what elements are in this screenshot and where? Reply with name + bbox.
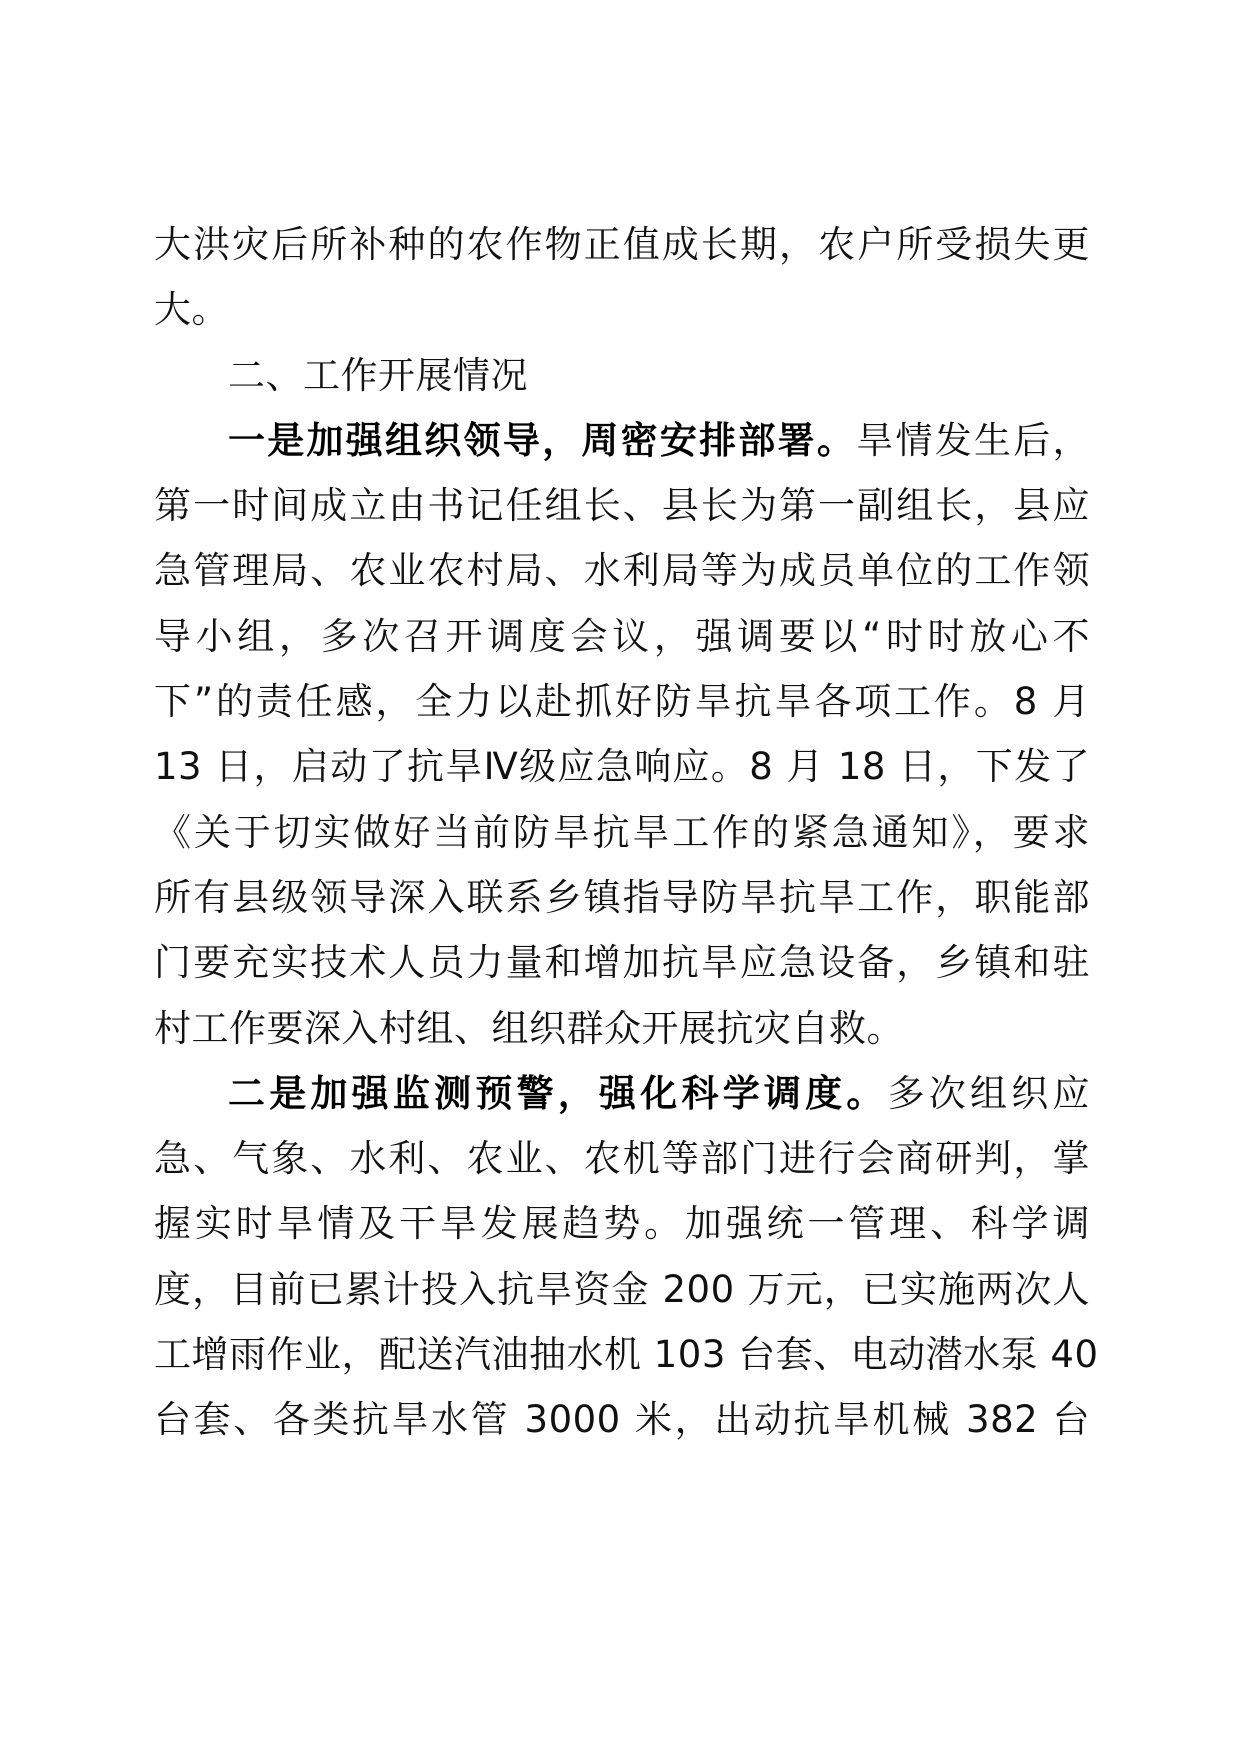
- text-line: 13 日，启动了抗旱Ⅳ级应急响应。8 月 18 日，下发了: [154, 745, 1090, 789]
- text-line: 大。: [154, 288, 229, 332]
- text-line: 门要充实技术人员力量和增加抗旱应急设备，乡镇和驻: [154, 941, 1090, 985]
- text-line: 台套、各类抗旱水管 3000 米，出动抗旱机械 382 台: [154, 1398, 1090, 1442]
- text-line: 所有县级领导深入联系乡镇指导防旱抗旱工作，职能部: [154, 875, 1090, 919]
- text-line: 急管理局、农业农村局、水利局等为成员单位的工作领: [154, 549, 1090, 593]
- paragraph-1-first-rest: 旱情发生后，: [856, 418, 1091, 462]
- text-line: 导小组，多次召开调度会议，强调要以“时时放心不: [154, 614, 1090, 658]
- text-line: 《关于切实做好当前防旱抗旱工作的紧急通知》，要求: [154, 810, 1090, 854]
- text-line: 工增雨作业，配送汽油抽水机 103 台套、电动潜水泵 40: [154, 1333, 1099, 1377]
- text-line: 大洪灾后所补种的农作物正值成长期，农户所受损失更: [154, 223, 1090, 266]
- intro-paragraph: [154, 212, 1090, 343]
- text-line: 握实时旱情及干旱发展趋势。加强统一管理、科学调: [154, 1202, 1090, 1246]
- paragraph-2-lead: 二是加强监测预警，强化科学调度。: [228, 1071, 888, 1115]
- paragraph-1-lead: 一是加强组织领导，周密安排部署。: [228, 418, 857, 462]
- paragraph-1-first-line: [154, 408, 1090, 473]
- paragraph-1: [154, 408, 1090, 1061]
- paragraph-2-first-line: [154, 1061, 1090, 1126]
- text-line: 度，目前已累计投入抗旱资金 200 万元，已实施两次人: [154, 1267, 1090, 1311]
- section-heading: 二、工作开展情况: [228, 353, 528, 397]
- paragraph-2: [154, 1061, 1099, 1453]
- paragraph-2-first-rest: 多次组织应: [887, 1071, 1091, 1115]
- document-body: [154, 212, 1099, 1453]
- text-line: 急、气象、水利、农业、农机等部门进行会商研判，掌: [154, 1137, 1090, 1181]
- text-line: 下”的责任感，全力以赴抓好防旱抗旱各项工作。8 月: [154, 680, 1090, 724]
- text-line: 第一时间成立由书记任组长、县长为第一副组长，县应: [154, 484, 1090, 528]
- text-line: 村工作要深入村组、组织群众开展抗灾自救。: [154, 1006, 904, 1050]
- section-heading-paragraph: [154, 343, 1090, 408]
